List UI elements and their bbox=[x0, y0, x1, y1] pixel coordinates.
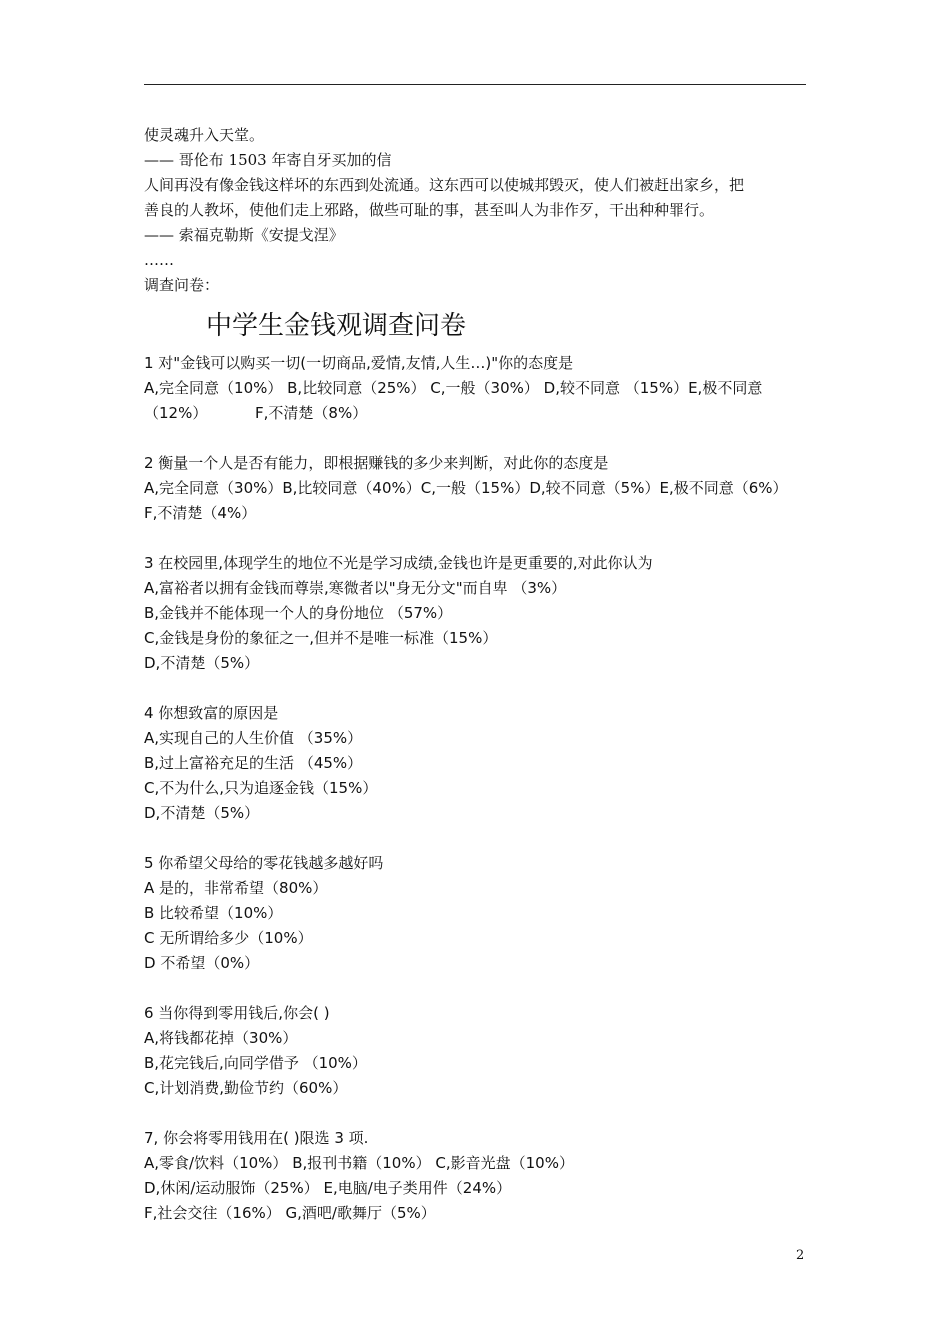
question-options: （12%） F,不清楚（8%） bbox=[144, 404, 368, 422]
question-option: D 不希望（0%） bbox=[144, 954, 260, 972]
intro-line: 善良的人教坏，使他们走上邪路，做些可耻的事，甚至叫人为非作歹，干出种种罪行。 bbox=[144, 201, 715, 219]
intro-line: 使灵魂升入天堂。 bbox=[144, 126, 265, 144]
question-text: 6 当你得到零用钱后,你会( ) bbox=[144, 1004, 330, 1022]
intro-line: 人间再没有像金钱这样坏的东西到处流通。这东西可以使城邦毁灭，使人们被赶出家乡，把 bbox=[144, 176, 745, 194]
question-options: D,休闲/运动服饰（25%） E,电脑/电子类用件（24%） bbox=[144, 1179, 512, 1197]
page-number: 2 bbox=[796, 1248, 805, 1263]
question-text: 1 对"金钱可以购买一切(一切商品,爱情,友情,人生…)"你的态度是 bbox=[144, 354, 574, 372]
question-option: D,不清楚（5%） bbox=[144, 654, 260, 672]
question-option: B,花完钱后,向同学借予 （10%） bbox=[144, 1054, 367, 1072]
question-option: C,金钱是身份的象征之一,但并不是唯一标准（15%） bbox=[144, 629, 498, 647]
question-option: B,过上富裕充足的生活 （45%） bbox=[144, 754, 363, 772]
question-options: F,社会交往（16%） G,酒吧/歌舞厅（5%） bbox=[144, 1204, 436, 1222]
spacer bbox=[144, 676, 808, 701]
intro-ellipsis: …… bbox=[144, 251, 174, 269]
question-option: A,富裕者以拥有金钱而尊崇,寒微者以"身无分文"而自卑 （3%） bbox=[144, 579, 567, 597]
spacer bbox=[144, 426, 808, 451]
question-text: 3 在校园里,体现学生的地位不光是学习成绩,金钱也许是更重要的,对此你认为 bbox=[144, 554, 653, 572]
spacer bbox=[144, 526, 808, 551]
question-text: 4 你想致富的原因是 bbox=[144, 704, 279, 722]
spacer bbox=[144, 826, 808, 851]
question-text: 7, 你会将零用钱用在( )限选 3 项. bbox=[144, 1129, 369, 1147]
question-option: C 无所谓给多少（10%） bbox=[144, 929, 313, 947]
question-options: A,完全同意（30%）B,比较同意（40%）C,一般（15%）D,较不同意（5%）E,极不同意（6%） bbox=[144, 479, 788, 497]
question-option: C,不为什么,只为追逐金钱（15%） bbox=[144, 779, 378, 797]
question-option: A,实现自己的人生价值 （35%） bbox=[144, 729, 363, 747]
header-rule bbox=[144, 84, 806, 85]
survey-label: 调查问卷： bbox=[144, 276, 220, 294]
question-option: C,计划消费,勤俭节约（60%） bbox=[144, 1079, 348, 1097]
question-option: B,金钱并不能体现一个人的身份地位 （57%） bbox=[144, 604, 453, 622]
question-option: B 比较希望（10%） bbox=[144, 904, 283, 922]
question-text: 2 衡量一个人是否有能力，即根据赚钱的多少来判断，对此你的态度是 bbox=[144, 454, 609, 472]
question-options: A,完全同意（10%） B,比较同意（25%） C,一般（30%） D,较不同意 （15%）E,极不同意 bbox=[144, 379, 763, 397]
question-option: A,将钱都花掉（30%） bbox=[144, 1029, 298, 1047]
question-options: F,不清楚（4%） bbox=[144, 504, 257, 522]
question-text: 5 你希望父母给的零花钱越多越好吗 bbox=[144, 854, 384, 872]
document-body bbox=[144, 123, 808, 1226]
question-options: A,零食/饮料（10%） B,报刊书籍（10%） C,影音光盘（10%） bbox=[144, 1154, 574, 1172]
question-option: D,不清楚（5%） bbox=[144, 804, 260, 822]
survey-title: 中学生金钱观调查问卷 bbox=[206, 311, 467, 341]
question-option: A 是的，非常希望（80%） bbox=[144, 879, 328, 897]
spacer bbox=[144, 1101, 808, 1126]
intro-attribution: —— 哥伦布 1503 年寄自牙买加的信 bbox=[144, 151, 392, 169]
spacer bbox=[144, 976, 808, 1001]
intro-attribution: —— 索福克勒斯《安提戈涅》 bbox=[144, 226, 344, 244]
